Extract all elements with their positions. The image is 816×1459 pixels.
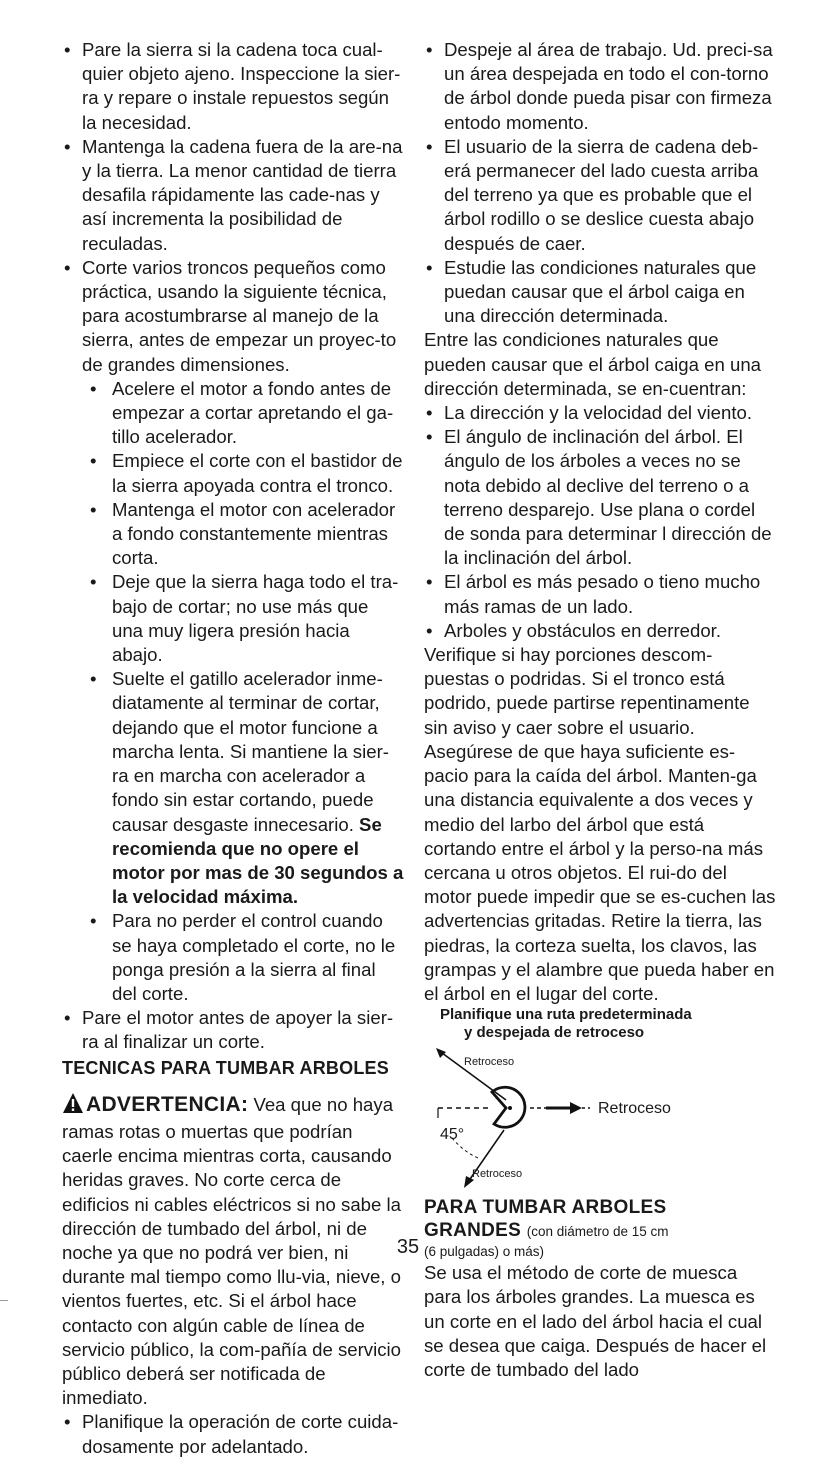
sub-bullet-accelerate: • Acelere el motor a fondo antes de empezar a cortar apretando el ga-tillo acelerador.	[62, 377, 404, 450]
bullet-keep-chain-clean: • Mantenga la cadena fuera de la are-na y la tierra. La menor cantidad de tierra desafila rápidamente las cade-nas y así incrementa la posibilidad de reculadas.	[62, 135, 404, 256]
warning-text: Vea que no haya ramas rotas o muertas que podrían caerle encima mientras corta, causando heridas graves. No corte cerca de edificios ni cables eléctricos si no sabe la dirección de tumbado del árbol, ni de noche ya que no podrá ver bien, ni durante mal tiempo como llu-via, nieve, o vientos fuertes, etc. Si el árbol hace contacto con algún cable de línea de servicio público, la com-pañía de servicio público deberá ser notificada de inmediato.	[62, 1093, 401, 1409]
sub-bullet-release-trigger	[62, 667, 404, 909]
bullet-stop-saw: • Pare la sierra si la cadena toca cual-quier objeto ajeno. Inspeccione la sier-ra y repare o instale repuestos según la necesidad.	[62, 38, 404, 135]
right-column	[424, 38, 776, 1382]
bullet-obstacles: • Arboles y obstáculos en derredor.	[424, 619, 776, 643]
diagram-label-right: Retroceso	[598, 1100, 671, 1118]
sub-bullet-full-throttle: • Mantenga el motor con acelerador a fondo constantemente mientras corta.	[62, 498, 404, 571]
large-trees-diameter-note: (con diámetro de 15 cm	[526, 1224, 669, 1240]
bullet-clear-area: • Despeje al área de trabajo. Ud. preci-sa un área despejada en todo el con-torno de árbol donde pueda pisar con firmeza entodo momento.	[424, 38, 776, 135]
bullet-lean-angle: • El ángulo de inclinación del árbol. El ángulo de los árboles a veces no se nota debido al declive del terreno o a terreno desparejo. Use plana o cordel de sonda para determinar l dirección de la inclinación del árbol.	[424, 425, 776, 570]
sub-bullet-no-pressure: • Para no perder el control cuando se haya completado el corte, no le ponga presión a la sierra al final del corte.	[62, 909, 404, 1006]
diagram-caption-line1: Planifique una ruta predeterminada	[440, 1006, 692, 1024]
sub-bullet-let-saw-work: • Deje que la sierra haga todo el tra-bajo de cortar; no use más que una muy ligera presión hacia abajo.	[62, 570, 404, 667]
bullet-study-conditions: • Estudie las condiciones naturales que puedan causar que el árbol caiga en una dirección determinada.	[424, 256, 776, 329]
large-trees-diameter-note-2: (6 pulgadas) o más)	[424, 1244, 545, 1260]
paragraph-conditions: Entre las condiciones naturales que pueden causar que el árbol caiga en una dirección determinada, se en-cuentran:	[424, 329, 762, 399]
page-number: 35	[396, 1236, 420, 1258]
paragraph-verify: Verifique si hay porciones descom-puestas o podridas. Si el tronco está podrido, puede partirse repentinamente sin aviso y caer sobre el usuario. Asegúrese de que haya suficiente es-pacio para la caída del árbol. Manten-ga una distancia equivalente a dos veces y medio del larbo del árbol que está cortando entre el árbol y la perso-na más cercana u otros objetos. El rui-do del motor puede impedir que se es-cuchen las advertencias gritadas. Retire la tierra, las piedras, la corteza suelta, los clavos, las grampas y el alambre que pueda haber en el árbol en el lugar del corte.	[424, 644, 776, 1004]
bullet-stop-motor: • Pare el motor antes de apoyer la sier-ra al finalizar un corte.	[62, 1006, 404, 1054]
bottom-rule	[0, 1300, 8, 1301]
large-trees-title: PARA TUMBAR ARBOLES	[424, 1197, 667, 1219]
retreat-path-diagram	[424, 1006, 776, 1192]
bullet-practice-cuts: • Corte varios troncos pequeños como práctica, usando la siguiente técnica, para acostumbrarse al manejo de la sierra, antes de empezar un proyec-to de grandes dimensiones.	[62, 256, 404, 377]
sub-bullet-start-cut: • Empiece el corte con el bastidor de la sierra apoyada contra el tronco.	[62, 449, 404, 497]
warning-triangle-icon	[62, 1092, 84, 1120]
warning-label: ADVERTENCIA:	[86, 1092, 249, 1116]
sub-bullet-release-trigger-text: Suelte el gatillo acelerador inme-diatamente al terminar de cortar, dejando que el motor funcione a marcha lenta. Si mantiene la sier-ra en marcha con acelerador a fondo sin estar cortando, puede causar desgaste innecesario.	[112, 668, 389, 835]
bullet-heavier-side: • El árbol es más pesado o tieno mucho más ramas de un lado.	[424, 570, 776, 618]
large-trees-title-grandes: GRANDES	[424, 1220, 522, 1242]
section-title-felling: TECNICAS PARA TUMBAR ARBOLES	[62, 1057, 389, 1078]
max-speed-warning: Se recomienda que no opere el motor por mas de 30 segundos a la velocidad máxima.	[112, 813, 404, 908]
diagram-label-top: Retroceso	[464, 1056, 515, 1069]
diagram-label-bottom: Retroceso	[472, 1168, 523, 1181]
diagram-caption-line2: y despejada de retroceso	[464, 1024, 645, 1042]
diagram-angle-label: 45°	[440, 1126, 465, 1144]
bullet-plan-operation: • Planifique la operación de corte cuida-dosamente por adelantado.	[62, 1410, 404, 1458]
paragraph-notch-method: Se usa el método de corte de muesca para los árboles grandes. La muesca es un corte en el lado del árbol hacia el cual se desea que caiga. Después de hacer el corte de tumbado del lado	[424, 1262, 767, 1380]
bullet-stay-uphill: • El usuario de la sierra de cadena deb-erá permanecer del lado cuesta arriba del terreno ya que es probable que el árbol rodillo o se deslice cuesta abajo después de caer.	[424, 135, 776, 256]
bullet-wind: • La dirección y la velocidad del viento.	[424, 401, 776, 425]
